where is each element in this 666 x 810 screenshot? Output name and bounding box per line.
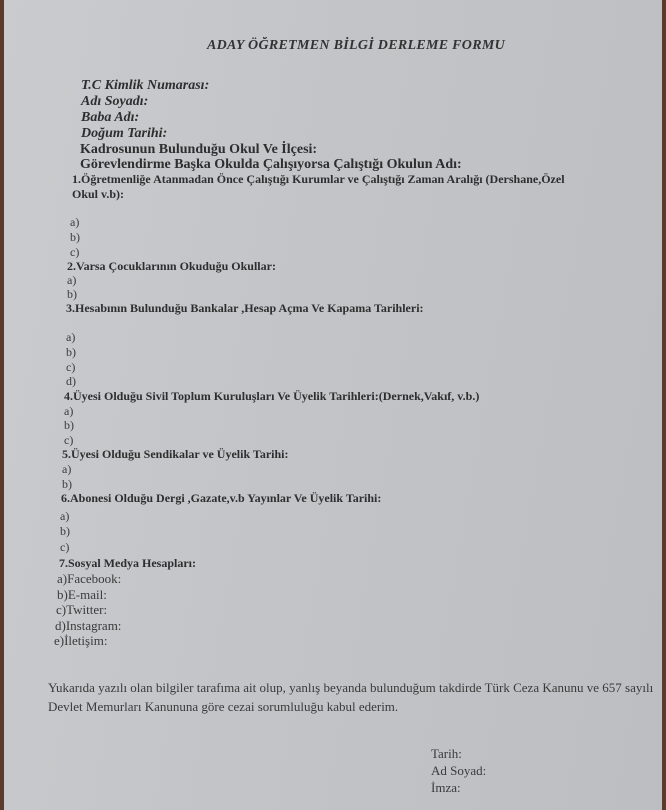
section-7-heading: 7.Sosyal Medya Hesapları: (59, 556, 196, 570)
section-5-item-a: a) (62, 462, 72, 476)
section-1-item-b: b) (70, 230, 80, 244)
signature-sign-label: İmza: (431, 780, 461, 795)
declaration-paragraph: Yukarıda yazılı olan bilgiler tarafıma ait olup, yanlış beyanda bulunduğum takdirde Türk Ceza Kanunu ve 657 sayılı Devlet Memurları Kanununa göre cezai sorumluluğu kabul ederim. (48, 680, 654, 714)
tc-id-field-label: T.C Kimlik Numarası: (81, 78, 210, 93)
section-6-item-c: c) (60, 540, 70, 554)
section-5-item-b: b) (62, 477, 72, 491)
section-2-heading: 2.Varsa Çocuklarının Okuduğu Okullar: (67, 259, 276, 273)
section-1-item-a: a) (70, 215, 80, 229)
assigned-school-field-label: Görevlendirme Başka Okulda Çalışıyorsa Çalıştığı Okulun Adı: (80, 157, 462, 172)
section-1-item-c: c) (70, 245, 80, 259)
full-name-field-label: Adı Soyadı: (81, 94, 149, 109)
social-twitter-label: c)Twitter: (56, 602, 108, 617)
birth-date-field-label: Doğum Tarihi: (81, 126, 168, 141)
section-4-heading: 4.Üyesi Olduğu Sivil Toplum Kuruluşları Ve Üyelik Tarihleri:(Dernek,Vakıf, v.b.) (64, 389, 480, 403)
section-2-item-a: a) (67, 273, 77, 287)
section-4-item-a: a) (64, 404, 74, 418)
section-3-item-c: c) (66, 360, 76, 374)
signature-name-label: Ad Soyad: (431, 763, 487, 778)
section-2-item-b: b) (67, 287, 77, 301)
section-1-heading-cont: Okul v.b): (72, 187, 125, 201)
section-5-heading: 5.Üyesi Olduğu Sendikalar ve Üyelik Tarihi: (62, 447, 289, 461)
section-3-heading: 3.Hesabının Bulunduğu Bankalar ,Hesap Açma Ve Kapama Tarihleri: (66, 301, 424, 315)
social-email-label: b)E-mail: (57, 587, 107, 602)
section-6-heading: 6.Abonesi Olduğu Dergi ,Gazate,v.b Yayınlar Ve Üyelik Tarihi: (61, 491, 382, 505)
section-4-item-b: b) (64, 418, 74, 432)
section-1-heading: 1.Öğretmenliğe Atanmadan Önce Çalıştığı Kurumlar ve Çalıştığı Zaman Aralığı (Dershane,Özel (72, 172, 565, 186)
section-3-item-b: b) (66, 345, 76, 359)
social-facebook-label: a)Facebook: (57, 571, 122, 586)
section-6-item-a: a) (60, 509, 70, 523)
section-3-item-a: a) (66, 330, 76, 344)
social-contact-label: e)İletişim: (54, 633, 108, 648)
form-title: ADAY ÖĞRETMEN BİLGİ DERLEME FORMU (207, 38, 505, 53)
signature-date-label: Tarih: (431, 746, 462, 761)
section-4-item-c: c) (64, 433, 74, 447)
section-6-item-b: b) (60, 524, 70, 538)
father-name-field-label: Baba Adı: (81, 110, 140, 125)
social-instagram-label: d)Instagram: (55, 618, 122, 633)
form-paper (4, 0, 662, 810)
section-3-item-d: d) (66, 374, 76, 388)
school-district-field-label: Kadrosunun Bulunduğu Okul Ve İlçesi: (80, 142, 318, 157)
